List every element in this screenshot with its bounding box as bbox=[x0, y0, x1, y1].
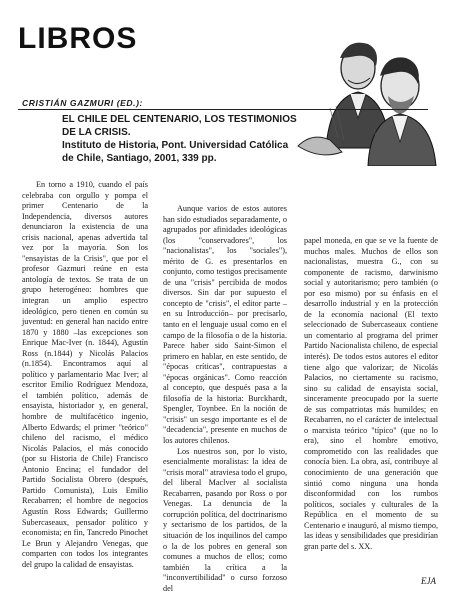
paragraph: Los nuestros son, por lo visto, esencialmente moralistas: la idea de "crisis moral" atraviesa todo el grupo, del liberal Maclver al socialista Recabarren, pasando por Ross o por Venegas. La denuncia de la corrupción política, del doctrinarismo y sectarismo de los partidos, de la situación de los inquilinos del campo o la de los pobres en general son comunes a muchos de ellos; como también la crítica a la "inconvertibilidad" o curso forzoso del bbox=[163, 446, 288, 593]
text-column-1 bbox=[22, 180, 148, 570]
paragraph: Aunque varios de estos autores han sido estudiados separadamente, o agrupados por afinidades ideológicas (los "conservadores", los "nacionalistas", los "sociales"), mérito de G. es presentarlos en conjunto, como testigos precisamente de una "crisis" percibida de modos diversos. Sin dar por supuesto el concepto de "crisis", el editor parte –en su Introducción– por precisarlo, tanto en el lenguaje usual como en el campo de la filosofía o de la historia. Parece haber sido Saint-Simon el primero en hablar, en este sentido, de "épocas críticas", contrapuestas a "épocas orgánicas". Como reacción al concepto, que después pasa a la filosofía de la historia: Burckhardt, Spengler, Toynbee. En la noción de "crisis" un sesgo importante es el de "decadencia", presente en muchos de los autores chilenos. bbox=[163, 204, 287, 446]
section-heading: LIBROS bbox=[18, 22, 138, 55]
text-column-3 bbox=[304, 236, 438, 552]
book-publication-info: Instituto de Historia, Pont. Universidad Católica de Chile, Santiago, 2001, 339 pp. bbox=[62, 140, 289, 164]
text-column-2 bbox=[163, 204, 287, 594]
book-editor: CRISTIÁN GAZMURI (ED.): bbox=[22, 98, 143, 108]
engraving-two-men-illustration bbox=[290, 28, 440, 166]
author-initials: EJA bbox=[421, 576, 436, 586]
divider bbox=[18, 109, 428, 110]
paragraph: En torno a 1910, cuando el país celebraba con orgullo y pompa el primer Centenario de la Independencia, diversos autores denunciaron la existencia de una crisis nacional, apenas advertida tal vez por la mayoría. Son los "ensayistas de la Crisis", que por el profesor Gazmuri reúne en esta antología de textos. Se trata de un grupo heterogéneo: hombres que integran un amplio espectro ideológico, pero tienen en común su juventud: en general han nacido entre 1870 y 1880 –las excepciones son Enrique Mac-Iver (n. 1844), Agustín Ross (n.1844) y Nicolás Palacios (n.1854). Encontramos aquí al político y parlamentario Mac Iver; al escritor Emilio Rodríguez Mendoza, el también político, además de ensayista, historiador y, en general, hombre de multifacético ingenio, Alberto Edwards; el primer "teórico" chileno del racismo, el médico Nicolás Palacios, el más conocido (por su Historia de Chile) Francisco Antonio Encina; el fundador del Partido Socialista Obrero (después, Partido Comunista), Luis Emilio Recabarren; el hombre de negocios Agustín Ross Edwards; Guillermo Subercaseaux, pensador político y economista; en fin, Tancredo Pinochet Le Brun y Alejandro Venegas, que comparten con todos los integrantes del grupo la calidad de ensayistas. bbox=[22, 180, 148, 569]
book-title: EL CHILE DEL CENTENARIO, LOS TESTIMONIOS DE LA CRISIS. bbox=[62, 114, 297, 138]
paragraph: papel moneda, en que se ve la fuente de muchos males. Muchos de ellos son nacionalistas, muestra G., con su componente de racismo, darwinismo social y autoritarismo; pero también (o por eso mismo) por su énfasis en el desarrollo industrial y en la protección de la economía nacional (El texto seleccionado de Subercaseaux contiene un comentario al programa del primer Partido Nacionalista chileno, de especial interés). De todos estos autores el editor tiene algo que valorizar; de Nicolás Palacios, no ciertamente su racismo, sino su calidad de ensayista social, sinceramente preocupado por la suerte de sus compatriotas más humildes; en Recabarren, no el carácter de intelectual o marxista teórico "típico" (que no lo era), sino el hombre emotivo, comprometido con las realidades que conocía bien. La obra, así, contribuye al conocimiento de una generación que sintió como ninguna una honda disconformidad con los rumbos políticos, sociales y culturales de la República en el momento de su Centenario e inauguró, al mismo tiempo, las ideas y sensibilidades que presidirían gran parte del s. XX. bbox=[304, 236, 438, 551]
